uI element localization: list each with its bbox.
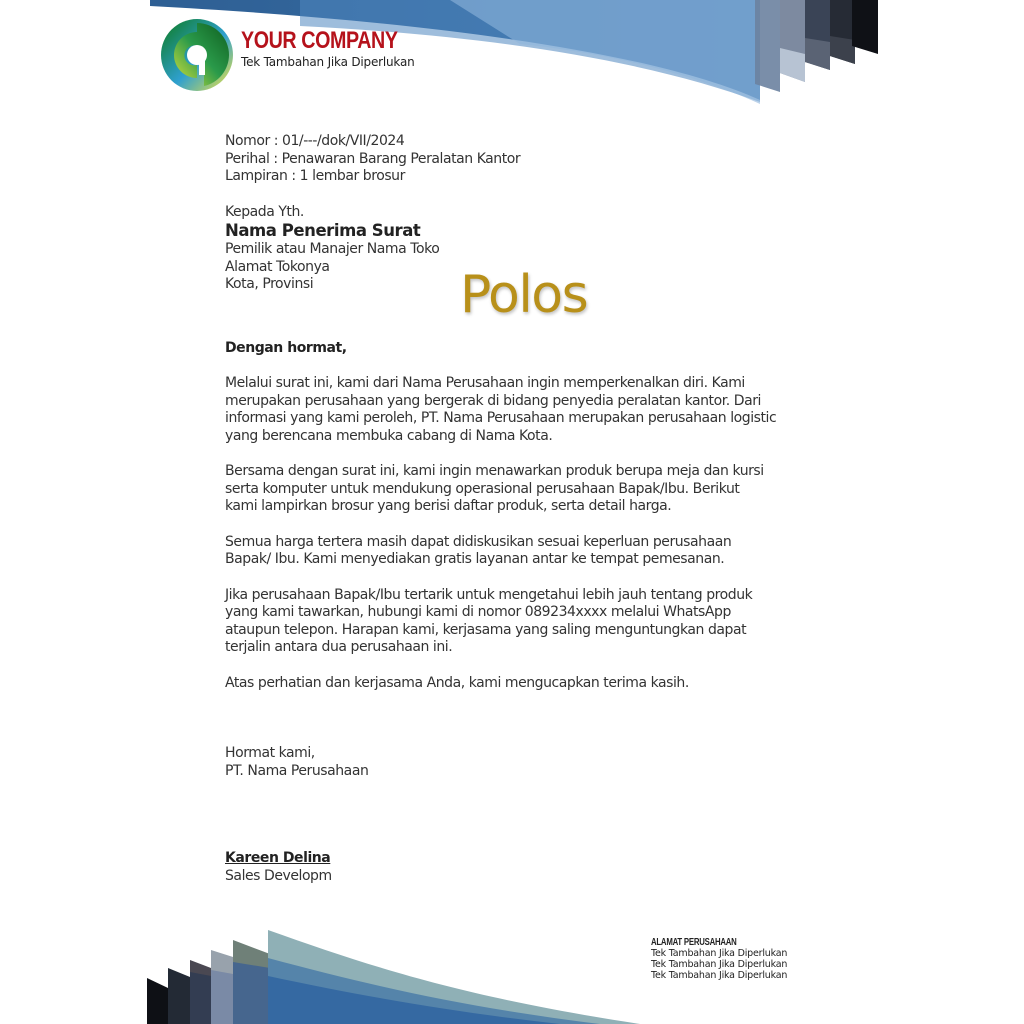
recipient-to-label: Kepada Yth.: [225, 203, 304, 220]
paragraph-intro: [225, 375, 825, 445]
paragraph-line: Atas perhatian dan kerjasama Anda, kami mengucapkan terima kasih.: [225, 674, 689, 691]
paragraph-line: terjalin antara dua perusahaan ini.: [225, 639, 453, 655]
recipient-city: Kota, Provinsi: [225, 276, 314, 292]
paragraph-line: kami lampirkan brosur yang berisi daftar produk, serta detail harga.: [225, 498, 672, 514]
recipient-address: Alamat Tokonya: [225, 258, 330, 275]
salutation: Dengan hormat,: [225, 339, 347, 356]
paragraph-line: Jika perusahaan Bapak/Ibu tertarik untuk mengetahui lebih jauh tentang produk: [225, 586, 753, 603]
paragraph-thanks: [225, 675, 825, 693]
letter-subject: Perihal : Penawaran Barang Peralatan Kantor: [225, 150, 521, 167]
address-title: ALAMAT PERUSAHAAN: [651, 937, 737, 948]
letter-body: [225, 133, 825, 885]
paragraph-line: Bapak/ Ibu. Kami menyediakan gratis layanan antar ke tempat pemesanan.: [225, 551, 725, 567]
closing-greeting: Hormat kami,: [225, 745, 315, 761]
address-line: Tek Tambahan Jika Diperlukan: [651, 970, 788, 981]
company-name: YOUR COMPANY: [241, 27, 398, 54]
closing-company: PT. Nama Perusahaan: [225, 762, 369, 779]
paragraph-line: yang berencana membuka cabang di Nama Kota.: [225, 427, 553, 444]
address-line: Tek Tambahan Jika Diperlukan: [651, 959, 788, 970]
swirl-logo-icon: [160, 18, 234, 92]
recipient-position: Pemilik atau Manajer Nama Toko: [225, 241, 440, 257]
paragraph-line: merupakan perusahaan yang bergerak di bidang penyedia peralatan kantor. Dari: [225, 392, 761, 409]
paragraph-line: Melalui surat ini, kami dari Nama Perusahaan ingin memperkenalkan diri. Kami: [225, 375, 745, 391]
company-tagline: Tek Tambahan Jika Diperlukan: [241, 55, 415, 69]
letter-attachment: Lampiran : 1 lembar brosur: [225, 168, 405, 184]
signer-title: Sales Developm: [225, 867, 332, 884]
paragraph-line: ataupun telepon. Harapan kami, kerjasama yang saling menguntungkan dapat: [225, 621, 747, 638]
recipient-block: [225, 204, 825, 294]
paragraph-contact: [225, 587, 825, 657]
signer-name: Kareen Delina: [225, 850, 331, 866]
letter-number: Nomor : 01/---/dok/VII/2024: [225, 133, 405, 149]
paragraph-line: informasi yang kami peroleh, PT. Nama Perusahaan merupakan perusahaan logistic: [225, 410, 777, 426]
paragraph-line: Semua harga tertera masih dapat didiskusikan sesuai keperluan perusahaan: [225, 533, 732, 550]
top-wave-decoration: [0, 0, 1024, 110]
watermark-text: Polos: [460, 265, 588, 325]
paragraph-offer: [225, 463, 825, 516]
closing-block: [225, 745, 825, 885]
company-address-block: [651, 937, 787, 981]
letter-meta: [225, 133, 825, 186]
paragraph-pricing: [225, 534, 825, 569]
recipient-name: Nama Penerima Surat: [225, 221, 421, 240]
address-line: Tek Tambahan Jika Diperlukan: [651, 948, 788, 959]
paragraph-line: Bersama dengan surat ini, kami ingin menawarkan produk berupa meja dan kursi: [225, 463, 764, 479]
bottom-wave-decoration: [0, 900, 1024, 1024]
paragraph-line: serta komputer untuk mendukung operasional perusahaan Bapak/Ibu. Berikut: [225, 480, 740, 497]
paragraph-line: yang kami tawarkan, hubungi kami di nomor 089234xxxx melalui WhatsApp: [225, 604, 731, 620]
